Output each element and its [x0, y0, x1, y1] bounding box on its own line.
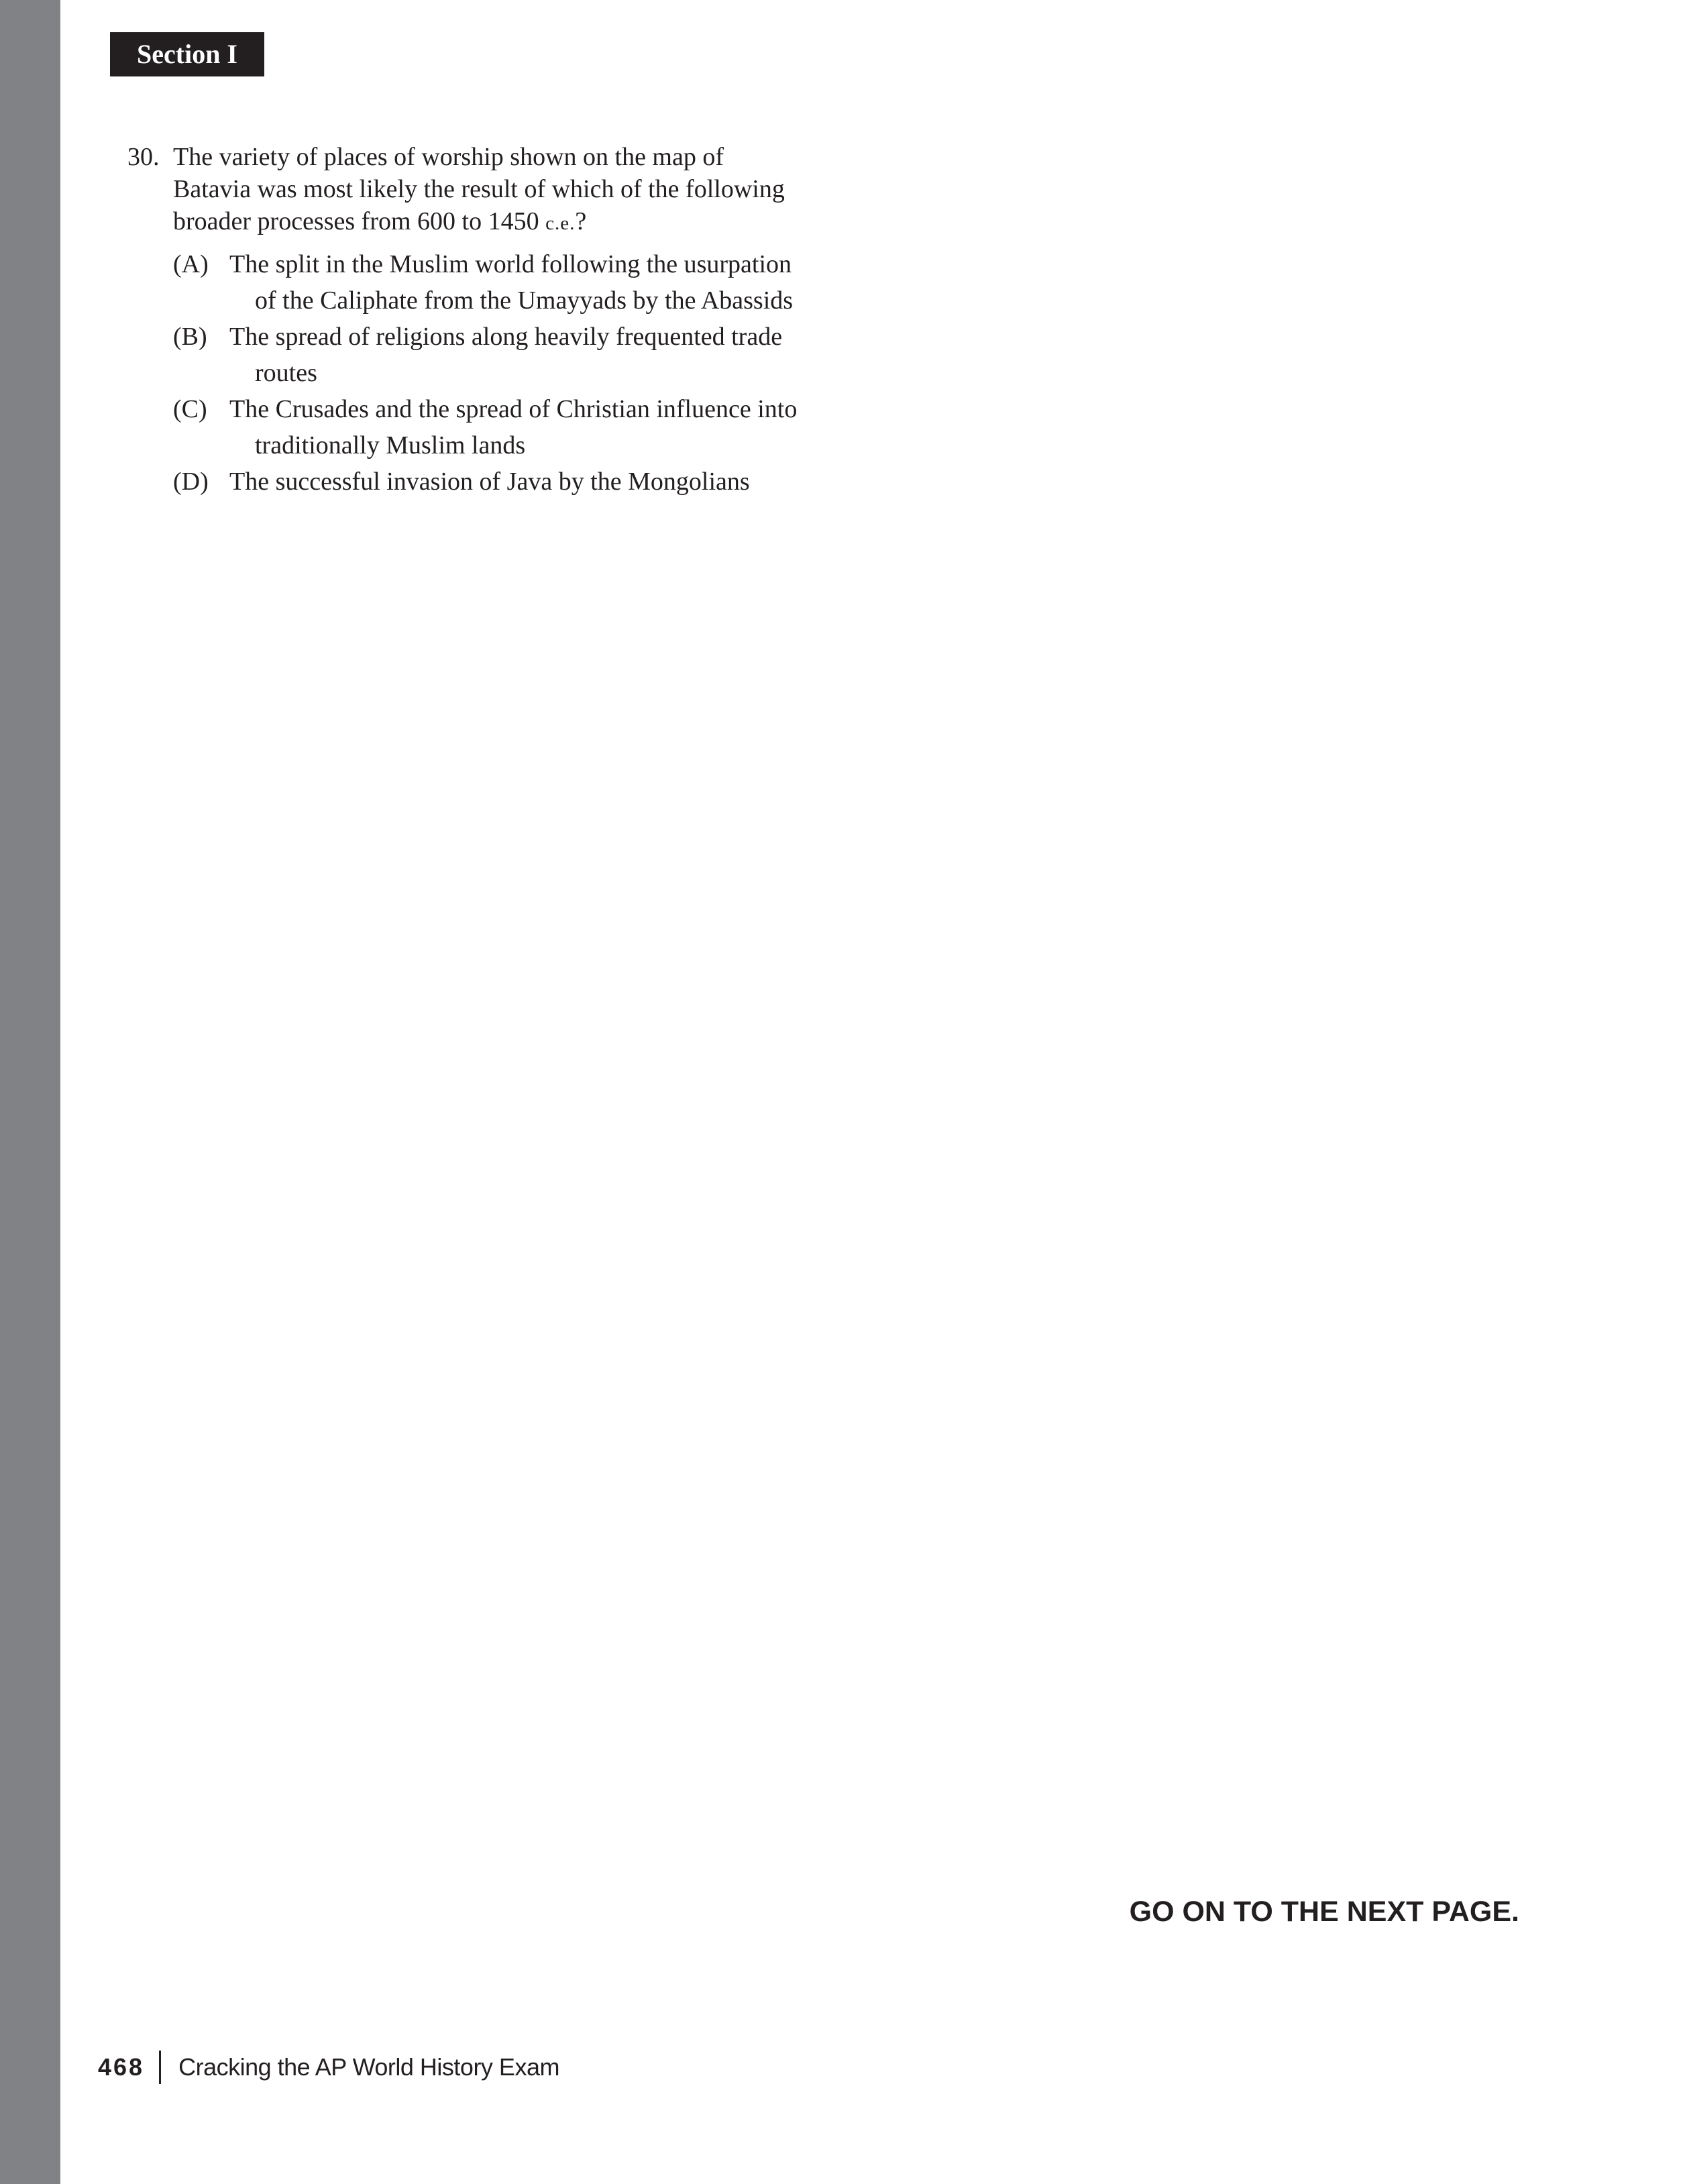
footer-divider	[159, 2051, 161, 2084]
choice-c[interactable]	[173, 391, 798, 463]
choice-d[interactable]	[173, 463, 798, 500]
answer-choices	[127, 246, 798, 500]
question-stem	[127, 141, 798, 239]
book-title: Cracking the AP World History Exam	[178, 2053, 559, 2081]
question-30	[127, 141, 798, 500]
page-number: 468	[98, 2053, 145, 2081]
choice-b[interactable]	[173, 319, 798, 391]
choice-letter: (B)	[173, 323, 207, 351]
choice-text: The spread of religions along heavily frequented trade routes	[229, 323, 783, 387]
question-stem-end: ?	[575, 207, 587, 235]
choice-letter: (C)	[173, 395, 207, 423]
section-label: Section I	[137, 39, 237, 69]
next-page-notice: GO ON TO THE NEXT PAGE.	[1129, 1896, 1519, 1928]
choice-a[interactable]	[173, 246, 798, 319]
choice-text: The Crusades and the spread of Christian influence into traditionally Muslim lands	[229, 395, 798, 459]
choice-text: The successful invasion of Java by the Mongolians	[229, 468, 750, 496]
section-badge	[110, 32, 264, 76]
question-number: 30.	[127, 143, 160, 171]
choice-letter: (A)	[173, 250, 209, 278]
question-era: c.e.	[545, 213, 576, 234]
page-footer	[98, 2050, 559, 2085]
question-stem-text: The variety of places of worship shown on the map of Batavia was most likely the result of which of the following broader processes from 600 to 1450	[173, 143, 785, 235]
choice-letter: (D)	[173, 468, 209, 496]
choice-text: The split in the Muslim world following the usurpation of the Caliphate from the Umayyads by the Abassids	[229, 250, 794, 315]
side-bar	[0, 0, 60, 2184]
